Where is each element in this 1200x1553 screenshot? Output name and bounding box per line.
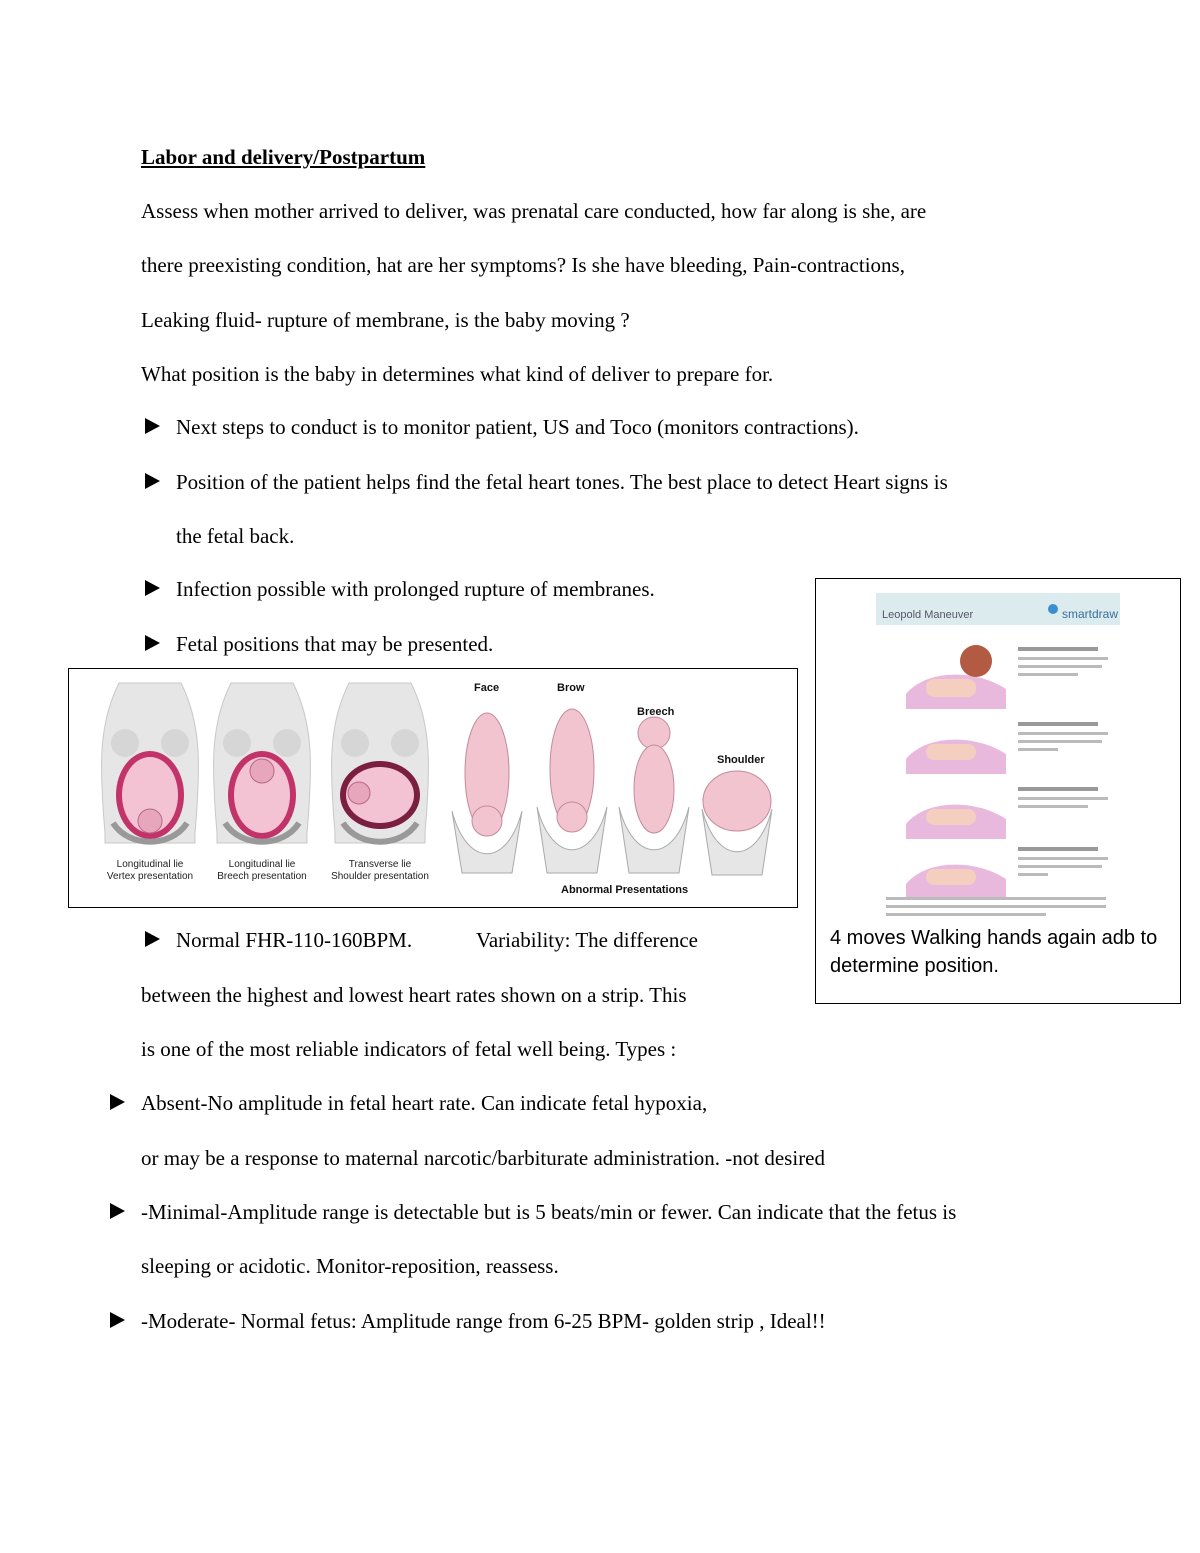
page-title: Labor and delivery/Postpartum <box>141 145 426 169</box>
type-minimal-continued: sleeping or acidotic. Monitor-reposition, reassess. <box>141 1254 559 1278</box>
bullet-text: Next steps to conduct is to monitor patient, US and Toco (monitors contractions). <box>176 415 859 439</box>
presentation-label: Longitudinal lie Breech presentation <box>217 859 307 882</box>
fhr-normal: Normal FHR-110-160BPM. <box>176 928 413 952</box>
torso-vertex <box>102 683 199 843</box>
fhr-variability: Variability: The difference <box>476 928 698 952</box>
brand-text: smartdraw <box>1062 607 1119 621</box>
leopold-textbox <box>815 578 1181 1004</box>
bullet-arrow-icon <box>110 1094 125 1110</box>
type-absent-continued: or may be a response to maternal narcotic/barbiturate administration. -not desired <box>141 1146 826 1170</box>
abnormal-label-shoulder: Shoulder <box>717 754 765 766</box>
bullet-text: Position of the patient helps find the fetal heart tones. The best place to detect Heart signs is <box>176 470 948 494</box>
bullet-text: Fetal positions that may be presented. <box>176 632 494 656</box>
presentation-label: Longitudinal lie Vertex presentation <box>106 859 194 882</box>
leopold-caption: 4 moves Walking hands again adb to determine position. <box>830 927 1158 977</box>
intro-line: What position is the baby in determines what kind of deliver to prepare for. <box>141 362 774 386</box>
abnormal-label-brow: Brow <box>557 682 585 694</box>
type-absent: Absent-No amplitude in fetal heart rate. Can indicate fetal hypoxia, <box>141 1091 708 1115</box>
maneuver-4 <box>906 847 1108 899</box>
fetus-face <box>452 713 522 873</box>
bullet-arrow-icon <box>145 473 160 489</box>
bullet-arrow-icon <box>110 1312 125 1328</box>
bullet-arrow-icon <box>145 580 160 596</box>
leopold-illustration <box>816 629 1180 919</box>
bullet-text: Infection possible with prolonged rupture of membranes. <box>176 577 655 601</box>
bullet-arrow-icon <box>145 418 160 434</box>
intro-line: there preexisting condition, hat are her symptoms? Is she have bleeding, Pain-contractions, <box>141 253 905 277</box>
intro-line: Assess when mother arrived to deliver, was prenatal care conducted, how far along is she, are <box>141 199 927 223</box>
abnormal-label-face: Face <box>474 682 500 694</box>
fetus-shoulder <box>702 771 772 875</box>
maneuver-3 <box>906 787 1108 839</box>
type-moderate: -Moderate- Normal fetus: Amplitude range from 6-25 BPM- golden strip , Ideal!! <box>141 1309 826 1333</box>
bullet-text-continued: the fetal back. <box>176 524 295 548</box>
abnormal-caption: Abnormal Presentations <box>561 884 689 896</box>
type-minimal: -Minimal-Amplitude range is detectable but is 5 beats/min or fewer. Can indicate that the fetus is <box>141 1200 957 1224</box>
fhr-line: is one of the most reliable indicators of fetal well being. Types : <box>141 1037 677 1061</box>
bullet-arrow-icon <box>145 931 160 947</box>
presentation-label: Transverse lie Shoulder presentation <box>331 859 429 882</box>
torso-breech <box>214 683 311 843</box>
fetus-breech <box>619 717 689 873</box>
fetus-brow <box>537 709 607 873</box>
intro-line: Leaking fluid- rupture of membrane, is the baby moving ? <box>141 308 630 332</box>
bullet-arrow-icon <box>110 1203 125 1219</box>
fhr-line: between the highest and lowest heart rates shown on a strip. This <box>141 983 687 1007</box>
fetal-positions-figure <box>68 668 798 908</box>
maneuver-1 <box>906 645 1108 709</box>
abnormal-label-breech: Breech <box>637 706 675 718</box>
bullet-arrow-icon <box>145 635 160 651</box>
leopold-header-text: Leopold Maneuver <box>882 609 974 621</box>
torso-transverse <box>332 683 429 843</box>
maneuver-2 <box>906 722 1108 774</box>
brand-icon <box>1048 604 1058 614</box>
leopold-header-bar <box>876 593 1120 625</box>
